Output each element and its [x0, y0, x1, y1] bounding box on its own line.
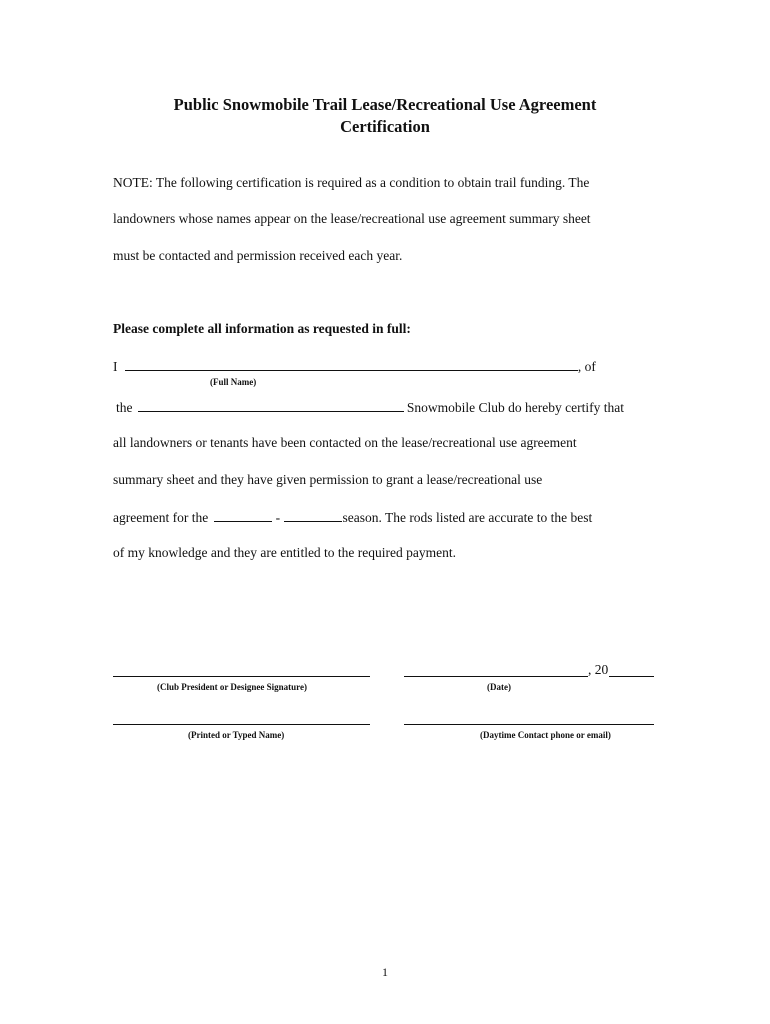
year-field[interactable]	[609, 676, 654, 677]
club-name-field[interactable]	[138, 399, 404, 412]
season-text: season. The rods listed are accurate to the best	[342, 510, 593, 525]
season-row	[113, 509, 592, 526]
full-name-row	[113, 358, 596, 375]
printed-name-field[interactable]	[113, 724, 370, 725]
full-name-field[interactable]	[125, 358, 578, 371]
certify-line-6: of my knowledge and they are entitled to the required payment.	[113, 545, 457, 560]
title-line-2: Certification	[340, 117, 430, 136]
title-line-1: Public Snowmobile Trail Lease/Recreational Use Agreement	[173, 95, 597, 114]
club-president-signature-field[interactable]	[113, 676, 370, 677]
date-field[interactable]	[404, 676, 588, 677]
dash-label: -	[275, 510, 281, 525]
the-label: the	[116, 400, 133, 415]
contact-caption: (Daytime Contact phone or email)	[480, 730, 611, 740]
agreement-for-label: agreement for the	[113, 510, 209, 525]
note-line-2: landowners whose names appear on the lease/recreational use agreement summary sheet	[113, 211, 591, 226]
page-number: 1	[382, 965, 388, 979]
of-label: , of	[577, 359, 596, 374]
year-prefix: , 20	[588, 662, 609, 677]
season-end-field[interactable]	[284, 509, 342, 522]
printed-name-caption: (Printed or Typed Name)	[188, 730, 285, 740]
certify-line-4: summary sheet and they have given permission to grant a lease/recreational use	[113, 472, 543, 487]
contact-field[interactable]	[404, 724, 654, 725]
certify-line-3: all landowners or tenants have been contacted on the lease/recreational use agreement	[113, 435, 577, 450]
note-line-1: NOTE: The following certification is required as a condition to obtain trail funding. The	[113, 175, 590, 190]
club-row	[116, 399, 624, 416]
club-text: Snowmobile Club do hereby certify that	[406, 400, 624, 415]
i-label: I	[113, 359, 118, 374]
season-start-field[interactable]	[214, 509, 272, 522]
club-president-caption: (Club President or Designee Signature)	[157, 682, 307, 692]
full-name-caption: (Full Name)	[210, 377, 257, 387]
note-line-3: must be contacted and permission received each year.	[113, 248, 403, 263]
instruction-heading: Please complete all information as requested in full:	[113, 321, 411, 336]
date-caption: (Date)	[487, 682, 511, 692]
